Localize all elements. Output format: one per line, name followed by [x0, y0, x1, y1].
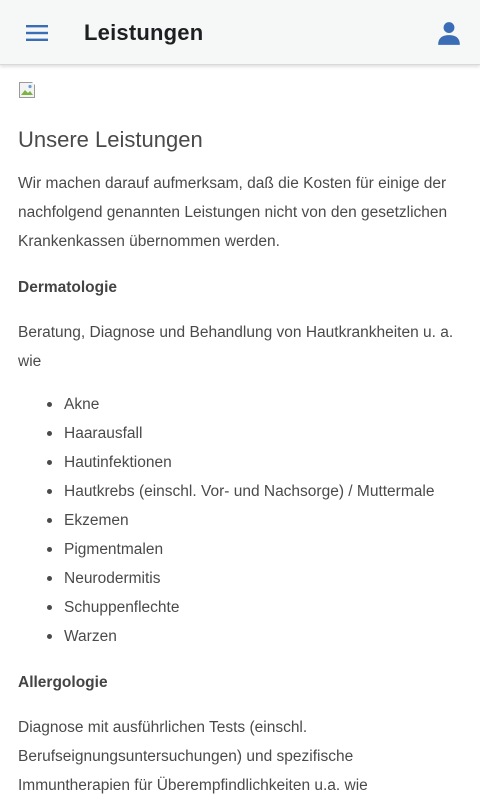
- section-text-dermatologie: Beratung, Diagnose und Behandlung von Hautkrankheiten u. a. wie: [18, 324, 454, 370]
- list-item: Akne: [64, 390, 462, 419]
- list-item: Pigmentmalen: [64, 535, 462, 564]
- section-title-dermatologie: Dermatologie: [18, 279, 118, 296]
- section-text-allergologie: Diagnose mit ausführlichen Tests (einschl. Berufseignungsuntersuchungen) und spezifische Immuntherapien für Überempfindlichkeiten u.a. wie: [18, 719, 368, 794]
- list-item: Ekzemen: [64, 506, 462, 535]
- top-app-bar: [0, 0, 480, 65]
- section-title-allergologie: Allergologie: [18, 674, 108, 691]
- profile-button[interactable]: [432, 16, 466, 50]
- list-item: Neurodermitis: [64, 564, 462, 593]
- hamburger-menu-icon: [25, 21, 49, 45]
- list-item: Haarausfall: [64, 419, 462, 448]
- intro-paragraph: Wir machen darauf aufmerksam, daß die Kosten für einige der nachfolgend genannten Leistungen nicht von den gesetzlichen Krankenkassen übernommen werden.: [18, 175, 448, 250]
- list-item: Hautinfektionen: [64, 448, 462, 477]
- dermatologie-list: [18, 390, 462, 651]
- person-icon: [436, 20, 462, 46]
- list-item: Schuppenflechte: [64, 593, 462, 622]
- page-title: Leistungen: [84, 20, 204, 45]
- list-item: Warzen: [64, 622, 462, 651]
- broken-image-icon: [18, 81, 38, 101]
- menu-button[interactable]: [20, 16, 54, 50]
- content-heading: Unsere Leistungen: [18, 127, 203, 152]
- content-area[interactable]: [0, 65, 480, 800]
- list-item: Hautkrebs (einschl. Vor- und Nachsorge) / Muttermale: [64, 477, 462, 506]
